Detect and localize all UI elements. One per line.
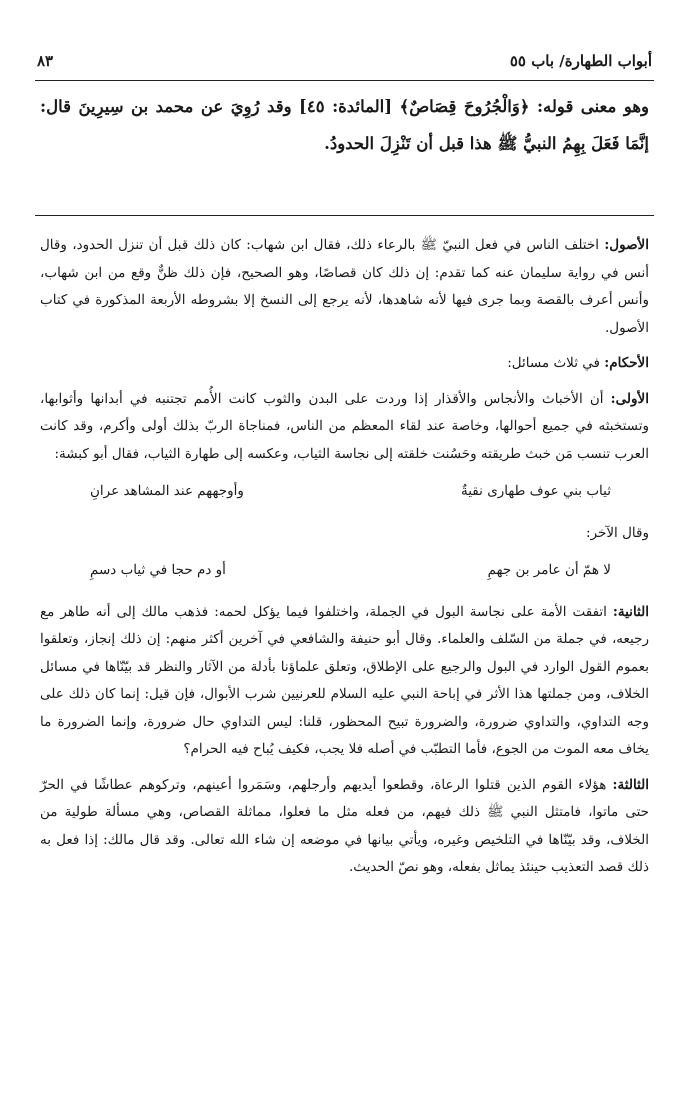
thalitha-term: الثالثة:: [612, 776, 649, 793]
usul-term: الأصول:: [604, 237, 649, 253]
ula-term: الأولى:: [610, 390, 649, 407]
ahkam-paragraph: [40, 350, 649, 378]
thaniya-term: الثانية:: [612, 603, 649, 620]
thaniya-text: اتفقت الأمة على نجاسة البول في الجملة، واختلفوا فيما يؤكل لحمه: فذهب مالك إلى أنه طاهر مع رجيعه، في جملة من السّلف والعلماء. وقال أبو حنيفة والشافعي في آخرين أكثر منهم: إن ذلك إنجاز، وتعلقوا بعموم القول الوارد في البول والرجيع على الإطلاق، وتعلق علماؤنا بأدلة من الآثار والنظر قد بيّنّاها في مسائل الخلاف، ومن جملتها هذا الأثر في إباحة النبي عليه السلام للعرنيين شرب الأبوال، فإن قيل: إنما كان ذلك على وجه التداوي، والتداوي ضرورة، والضرورة تبيح المحظور، قلنا: ليس التداوي حال ضرورة، وإنما الضرورة ما يخاف معه الموت من الجوع، فأما التطبّب في أصله فلا يجب، فكيف يُباح فيه الحرام؟: [40, 603, 649, 757]
usul-paragraph: [40, 232, 649, 342]
ahkam-text: في ثلاث مسائل:: [507, 355, 605, 371]
verse-akhar: [40, 557, 649, 585]
thalitha-text: هؤلاء القوم الذين قتلوا الرعاة، وقطعوا أيديهم وأرجلهم، وسَمَروا أعينهم، وتركوهم عطاشًا في الحرّ حتى ماتوا، فامتثل النبي ﷺ ذلك فيهم، من فعله مثل ما فعلوا، مماثلة القصاص، وهي مسألة طولية من الخلاف، وقد بيّنّاها في التلخيص وغيره، ويأتي بيانها في موضعه إن شاء الله تعالى. وقد قال مالك: إذا فعل به ذلك قصد التعذيب حينئذ يماثل بفعله، وهو نصّ الحديث.: [40, 776, 649, 875]
verse-1-first-hemistich: ثياب بني عوف طهارى نقيةٌ: [461, 483, 611, 499]
ahkam-term: الأحكام:: [604, 355, 649, 371]
verse-2-first-hemistich: لا همّ أن عامر بن جهمِ: [487, 562, 611, 578]
divider: [35, 215, 654, 216]
page-header: [35, 44, 654, 81]
thalitha-paragraph: [40, 772, 649, 882]
thaniya-paragraph: [40, 599, 649, 764]
usul-text: اختلف الناس في فعل النبيّ ﷺ بالرعاء ذلك، فقال ابن شهاب: كان ذلك قبل أن تنزل الحدود، وقال أنس في رواية سليمان عنه كما تقدم: إن ذلك كان قصاصًا، وهو الصحيح، فإن ذلك ظنٌّ وقع من ابن شهاب، وأنس أعرف بالقصة وبما جرى فيها لأنه شاهدها، لأنه يرجع إلى النسخ إلا بشروطه الأربعة المذكورة في كتاب الأصول.: [40, 237, 649, 336]
header-title: أبواب الطهارة/ باب ٥٥: [509, 52, 652, 70]
ula-paragraph: [40, 386, 649, 469]
verse-abu-kabsha: [40, 478, 649, 506]
ula-text: أن الأخباث والأنجاس والأقذار إذا وردت على البدن والثوب كانت الأُمم تجتنبه في أبدانها وأثوابها، وتستخبثه في جميع أحوالها، وخاصة عند لقاء المعظم من الناس، فمناجاة الربّ بذلك أولى وأكرم، وقد كانت العرب تنسب مَن خبث طريقته وحَسُنت خلقته إلى نجاسة الثياب، وعكسه إلى طهارة الثياب، فقال أبو كبشة:: [40, 390, 649, 462]
page-number: ٨٣: [37, 52, 54, 70]
verse-2-second-hemistich: أو دم حجا في ثياب دسمِ: [90, 562, 226, 578]
matn-text: وهو معنى قوله: ﴿وَالْجُرُوحَ قِصَاصٌ﴾ [المائدة: ٤٥] وقد رُوِيَ عن محمد بن سِيرِينَ قال: إنَّمَا فَعَلَ بِهِمُ النبيُّ ﷺ هذا قبل أن تَنْزِلَ الحدودُ.: [40, 97, 650, 153]
verse-1-second-hemistich: وأوجههم عند المشاهد عرانِ: [90, 483, 244, 499]
commentary: [40, 232, 649, 890]
qala-akhar: وقال الآخر:: [586, 524, 649, 541]
